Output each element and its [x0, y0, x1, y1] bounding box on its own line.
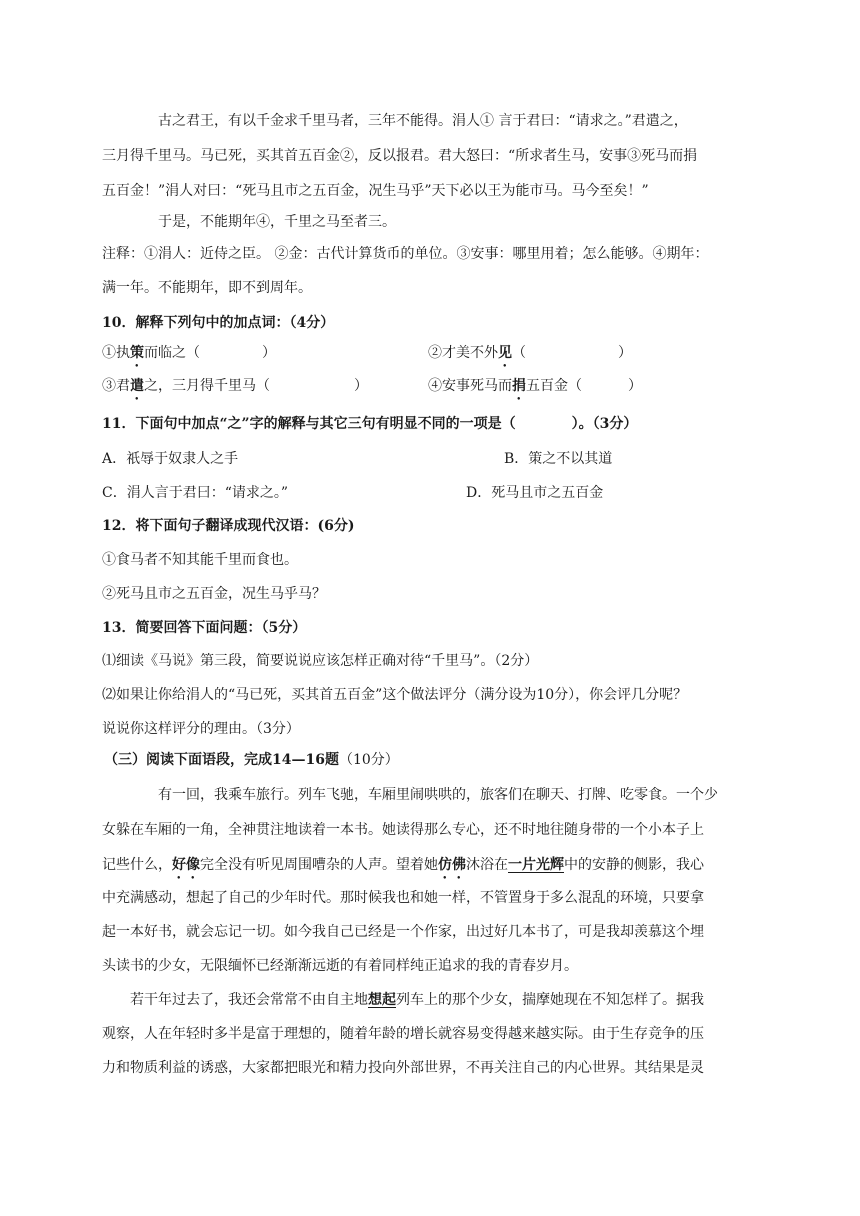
passage-line: 于是，不能期年④，千里之马至者三。 [158, 214, 396, 230]
passage-line: 起一本好书，就会忘记一切。如今我自己已经是一个作家，出过好几本书了，可是我却羡慕这个埋 [102, 924, 704, 940]
question-13-sub-2-cont: 说说你这样评分的理由。（3分） [102, 721, 300, 737]
question-10-item-a: ①执策而临之（ ） [102, 345, 276, 361]
passage-line: 女躲在车厢的一角，全神贯注地读着一本书。她读得那么专心，还不时地往随身带的一个小本子上 [102, 822, 704, 838]
question-10-item-d: ④安事死马而捐五百金（ ） [428, 378, 642, 394]
question-11-title: 11．下面句中加点“之”字的解释与其它三句有明显不同的一项是（ ）。（3分） [102, 416, 638, 432]
question-12-sentence-1: ①食马者不知其能千里而食也。 [102, 552, 298, 568]
annotation-line: 注释：①涓人：近侍之臣。 ②金：古代计算货币的单位。③安事：哪里用着；怎么能够。④期年： [102, 246, 709, 262]
passage-line: 古之君王，有以千金求千里马者，三年不能得。涓人① 言于君曰：“请求之。”君遣之， [158, 113, 688, 129]
question-10-item-b: ②才美不外见（ ） [428, 345, 632, 361]
annotation-line: 满一年。不能期年，即不到周年。 [102, 280, 312, 296]
passage-line: 记些什么，好像完全没有听见周围嘈杂的人声。望着她仿佛沐浴在一片光辉中的安静的侧影，我心 [102, 857, 704, 873]
question-11-option-b: B．策之不以其道 [504, 451, 613, 467]
question-10-title: 10．解释下列句中的加点词：（4分） [102, 315, 335, 331]
question-12-sentence-2: ②死马且市之五百金，况生马乎马？ [102, 586, 326, 602]
passage-line: 观察，人在年轻时多半是富于理想的，随着年龄的增长就容易变得越来越实际。由于生存竞争的压 [102, 1026, 704, 1042]
passage-line: 三月得千里马。马已死，买其首五百金②，反以报君。君大怒曰：“所求者生马，安事③死马而捐 [102, 148, 698, 164]
question-12-title: 12．将下面句子翻译成现代汉语：(6分) [102, 518, 355, 534]
question-11-option-c: C．涓人言于君曰：“请求之。” [102, 485, 289, 501]
section-3-title: （三）阅读下面语段，完成14—16题（10分） [104, 752, 399, 768]
passage-line: 中充满感动，想起了自己的少年时代。那时候我也和她一样，不管置身于多么混乱的环境，只要拿 [102, 890, 704, 906]
question-13-sub-1: ⑴细读《马说》第三段，简要说说应该怎样正确对待“千里马”。（2分） [102, 653, 539, 669]
passage-line: 有一回，我乘车旅行。列车飞驰，车厢里闹哄哄的，旅客们在聊天、打牌、吃零食。一个少 [158, 787, 718, 803]
passage-line: 若干年过去了，我还会常常不由自主地想起列车上的那个少女，揣摩她现在不知怎样了。据我 [130, 992, 704, 1008]
question-13-sub-2: ⑵如果让你给涓人的“马已死，买其首五百金”这个做法评分（满分设为10分），你会评几分呢？ [102, 687, 688, 703]
question-11-option-d: D．死马且市之五百金 [466, 485, 604, 501]
passage-line: 力和物质利益的诱惑，大家都把眼光和精力投向外部世界，不再关注自己的内心世界。其结果是灵 [102, 1060, 704, 1076]
passage-line: 五百金！”涓人对曰：“死马且市之五百金，况生马乎”天下必以王为能市马。马今至矣！” [102, 183, 649, 199]
question-10-item-c: ③君遣之，三月得千里马（ ） [102, 378, 368, 394]
question-11-option-a: A．祇辱于奴隶人之手 [102, 451, 239, 467]
passage-line: 头读书的少女，无限缅怀已经渐渐远逝的有着同样纯正追求的我的青春岁月。 [102, 958, 578, 974]
question-13-title: 13．简要回答下面问题：（5分） [102, 620, 307, 636]
